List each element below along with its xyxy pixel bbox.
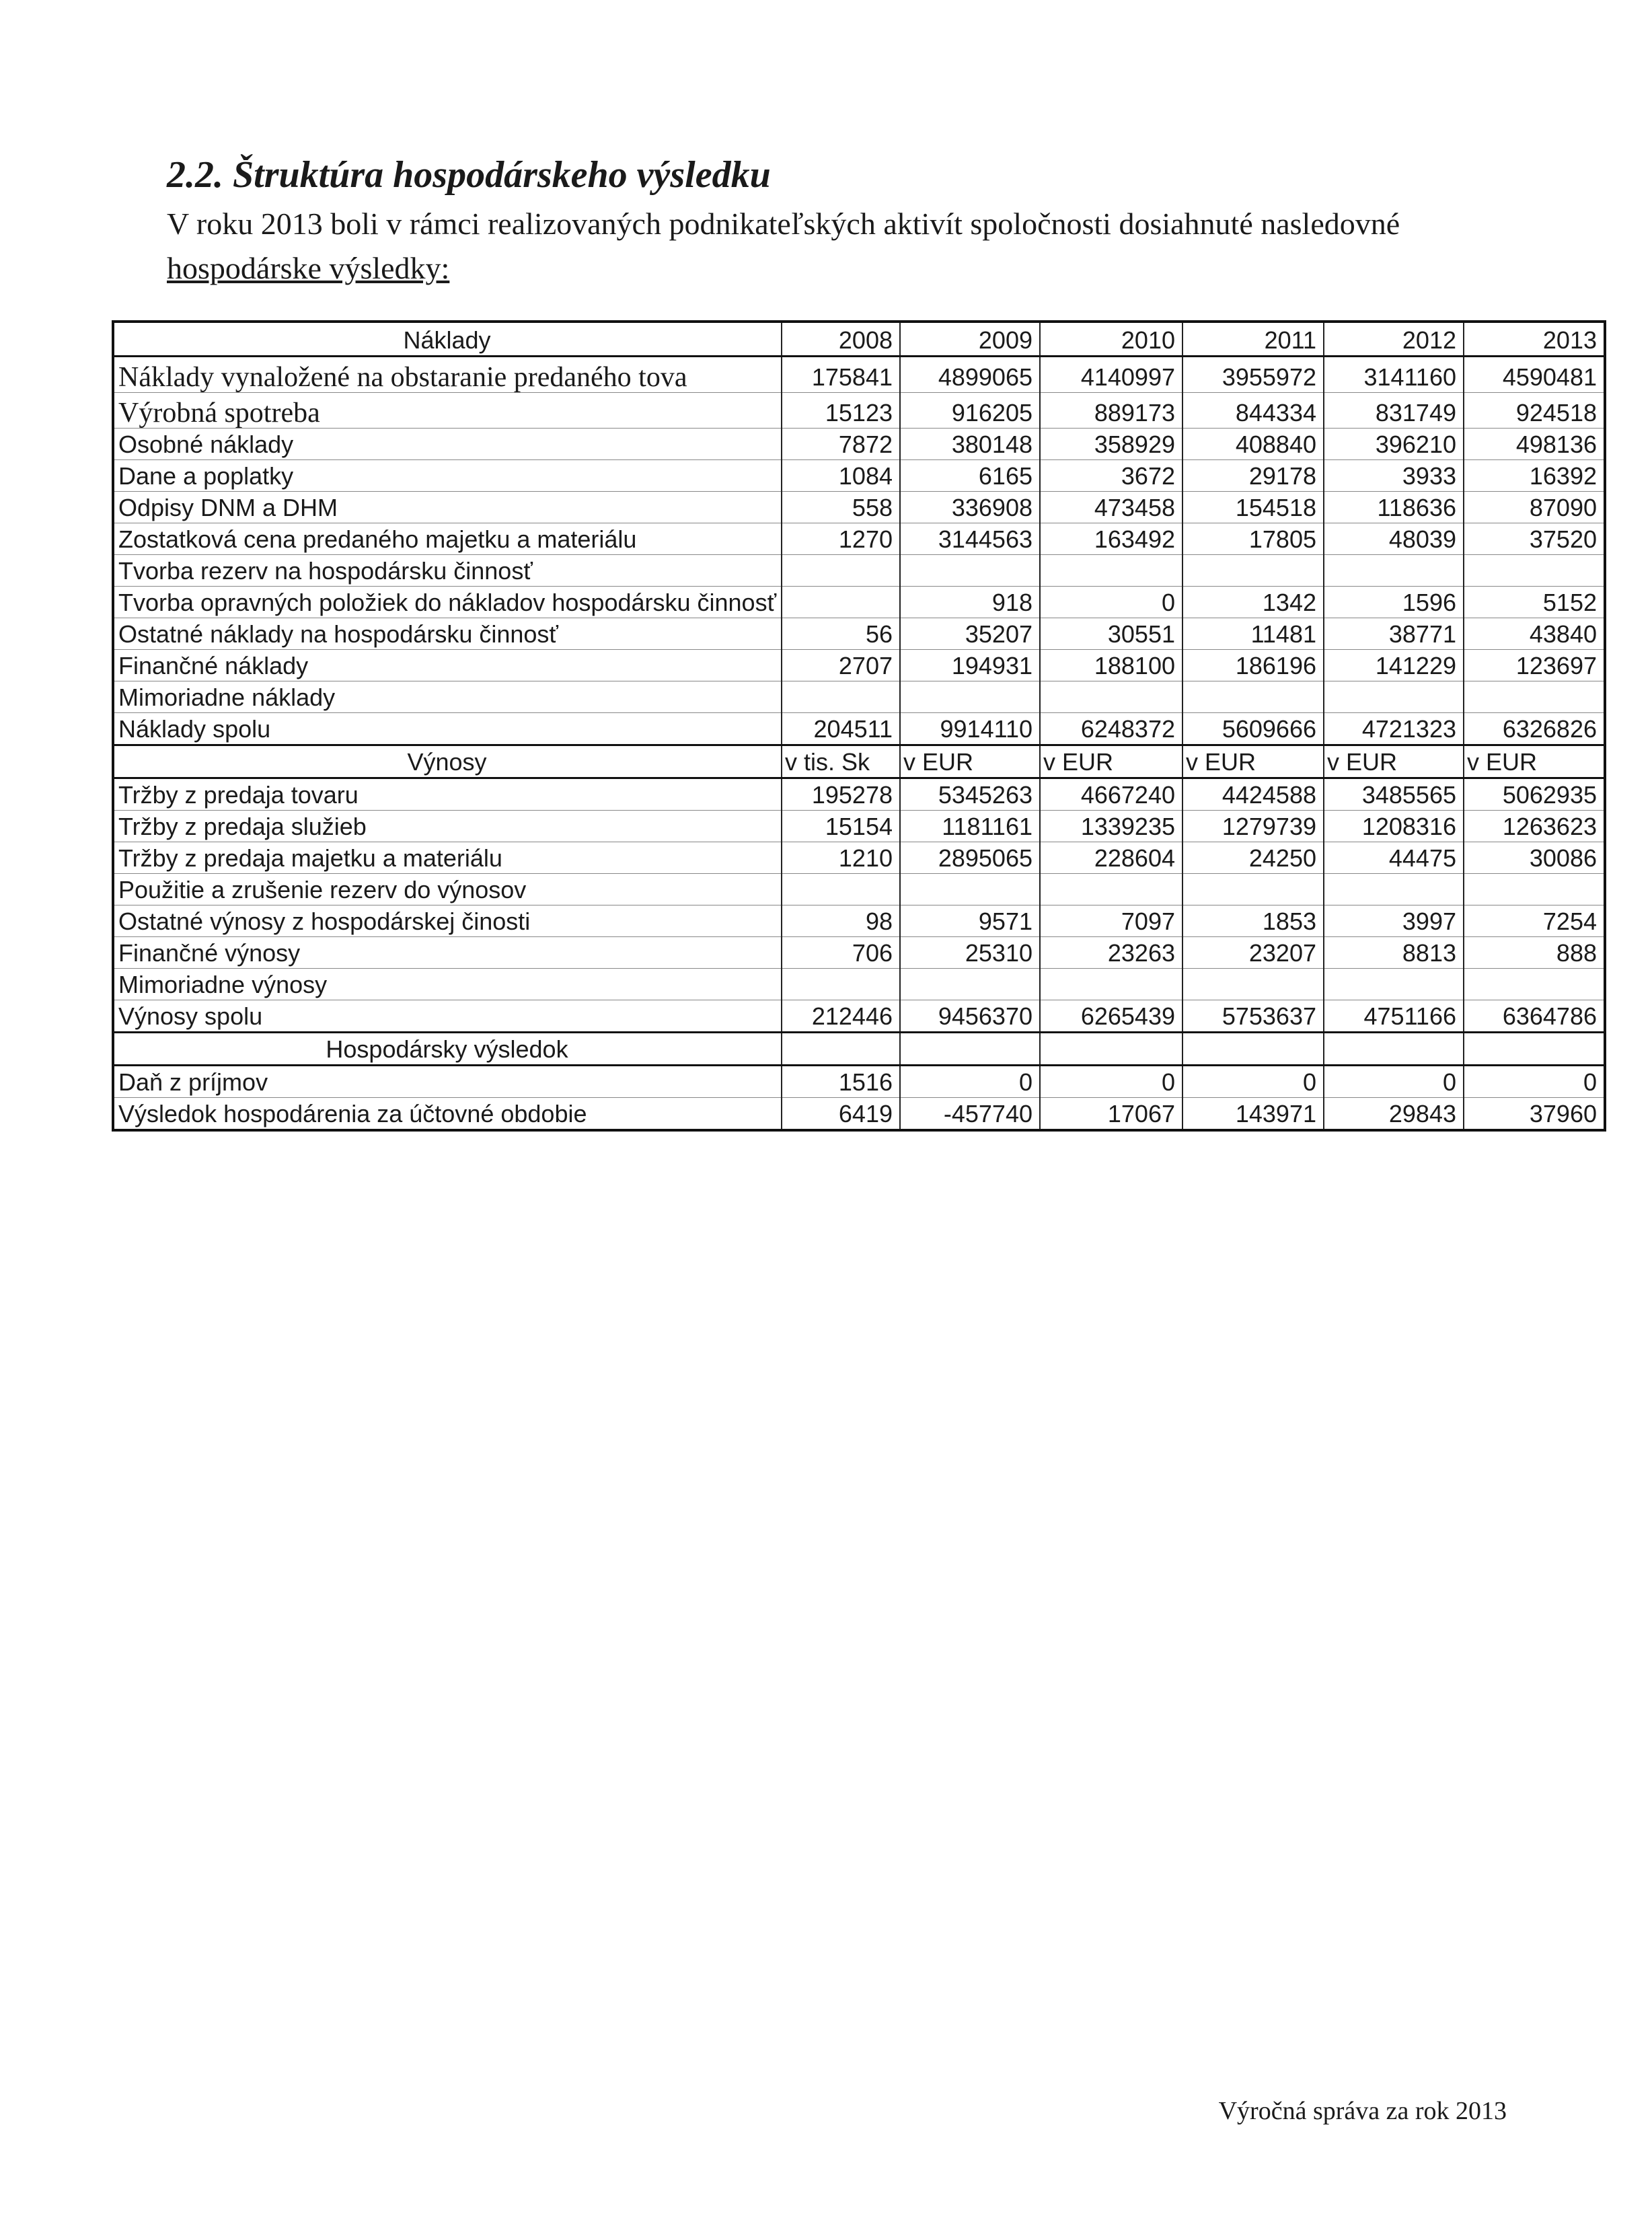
value-cell: 3485565 (1324, 778, 1464, 811)
table-row (113, 460, 1605, 492)
value-cell: 11481 (1182, 618, 1324, 650)
value-cell: 1339235 (1040, 811, 1182, 842)
value-cell: 7872 (782, 429, 900, 460)
value-cell: 4721323 (1324, 713, 1464, 745)
value-cell: 3672 (1040, 460, 1182, 492)
value-cell (900, 681, 1040, 713)
row-label: Odpisy DNM a DHM (113, 492, 782, 523)
naklady-years-cell: 2011 (1182, 322, 1324, 357)
value-cell: 154518 (1182, 492, 1324, 523)
value-cell: 558 (782, 492, 900, 523)
vynosy-section-label: Výnosy (113, 745, 782, 778)
value-cell: 9914110 (900, 713, 1040, 745)
value-cell (1040, 681, 1182, 713)
table-row (113, 523, 1605, 555)
value-cell: 4667240 (1040, 778, 1182, 811)
value-cell (1040, 874, 1182, 905)
value-cell (1182, 874, 1324, 905)
value-cell: 143971 (1182, 1098, 1324, 1131)
value-cell: 2707 (782, 650, 900, 681)
row-label: Tvorba opravných položiek do nákladov hospodársku činnosť (113, 587, 782, 618)
vysledok-section-header (113, 1033, 1605, 1066)
value-cell: 3141160 (1324, 357, 1464, 393)
row-label: Finančné výnosy (113, 937, 782, 969)
value-cell: 1263623 (1464, 811, 1605, 842)
value-cell: 87090 (1464, 492, 1605, 523)
value-cell: 195278 (782, 778, 900, 811)
value-cell: 889173 (1040, 393, 1182, 429)
value-cell: 56 (782, 618, 900, 650)
value-cell: 6165 (900, 460, 1040, 492)
value-cell (1182, 681, 1324, 713)
value-cell: 24250 (1182, 842, 1324, 874)
value-cell: 4424588 (1182, 778, 1324, 811)
value-cell: 118636 (1324, 492, 1464, 523)
value-cell: 5609666 (1182, 713, 1324, 745)
vysledok-empty-cell (1464, 1033, 1605, 1066)
table-row (113, 937, 1605, 969)
table-row (113, 905, 1605, 937)
value-cell: -457740 (900, 1098, 1040, 1131)
value-cell: 3144563 (900, 523, 1040, 555)
value-cell: 1210 (782, 842, 900, 874)
value-cell: 4590481 (1464, 357, 1605, 393)
value-cell: 25310 (900, 937, 1040, 969)
table-row (113, 969, 1605, 1000)
value-cell: 0 (1464, 1066, 1605, 1098)
value-cell: 1596 (1324, 587, 1464, 618)
vynosy-units-cell: v EUR (1324, 745, 1464, 778)
value-cell (1182, 969, 1324, 1000)
value-cell (782, 969, 900, 1000)
value-cell: 396210 (1324, 429, 1464, 460)
vynosy-units-cell: v EUR (1464, 745, 1605, 778)
row-label: Mimoriadne výnosy (113, 969, 782, 1000)
value-cell (782, 555, 900, 587)
table-row (113, 429, 1605, 460)
value-cell: 3955972 (1182, 357, 1324, 393)
value-cell: 498136 (1464, 429, 1605, 460)
value-cell: 924518 (1464, 393, 1605, 429)
value-cell: 1270 (782, 523, 900, 555)
row-label: Výrobná spotreba (113, 393, 782, 429)
value-cell: 5062935 (1464, 778, 1605, 811)
value-cell: 212446 (782, 1000, 900, 1033)
table-row (113, 650, 1605, 681)
value-cell: 831749 (1324, 393, 1464, 429)
vysledok-empty-cell (782, 1033, 900, 1066)
table-row (113, 811, 1605, 842)
value-cell: 9456370 (900, 1000, 1040, 1033)
value-cell (1040, 555, 1182, 587)
value-cell: 6248372 (1040, 713, 1182, 745)
value-cell: 23263 (1040, 937, 1182, 969)
row-label: Ostatné náklady na hospodársku činnosť (113, 618, 782, 650)
table-row (113, 778, 1605, 811)
value-cell (900, 874, 1040, 905)
naklady-years-cell: 2009 (900, 322, 1040, 357)
value-cell: 5753637 (1182, 1000, 1324, 1033)
value-cell: 188100 (1040, 650, 1182, 681)
vynosy-units-cell: v EUR (1040, 745, 1182, 778)
row-label: Ostatné výnosy z hospodárskej činosti (113, 905, 782, 937)
row-label: Tržby z predaja majetku a materiálu (113, 842, 782, 874)
value-cell (782, 681, 900, 713)
row-label: Daň z príjmov (113, 1066, 782, 1098)
page-footer: Výročná správa za rok 2013 (1218, 2097, 1507, 2125)
value-cell: 336908 (900, 492, 1040, 523)
value-cell: 6419 (782, 1098, 900, 1131)
value-cell: 3997 (1324, 905, 1464, 937)
value-cell: 4140997 (1040, 357, 1182, 393)
table-row (113, 618, 1605, 650)
value-cell: 38771 (1324, 618, 1464, 650)
value-cell: 6265439 (1040, 1000, 1182, 1033)
vynosy-units-cell: v tis. Sk (782, 745, 900, 778)
value-cell (1464, 969, 1605, 1000)
value-cell: 0 (1324, 1066, 1464, 1098)
value-cell: 8813 (1324, 937, 1464, 969)
naklady-years-cell: 2010 (1040, 322, 1182, 357)
value-cell: 888 (1464, 937, 1605, 969)
table-row (113, 492, 1605, 523)
naklady-section-header (113, 322, 1605, 357)
value-cell (1324, 874, 1464, 905)
value-cell (1464, 555, 1605, 587)
value-cell: 43840 (1464, 618, 1605, 650)
value-cell: 17067 (1040, 1098, 1182, 1131)
value-cell: 35207 (900, 618, 1040, 650)
value-cell: 5152 (1464, 587, 1605, 618)
value-cell: 844334 (1182, 393, 1324, 429)
table-row (113, 1066, 1605, 1098)
value-cell: 1516 (782, 1066, 900, 1098)
value-cell: 1342 (1182, 587, 1324, 618)
table-row (113, 555, 1605, 587)
value-cell: 918 (900, 587, 1040, 618)
value-cell: 6364786 (1464, 1000, 1605, 1033)
value-cell: 123697 (1464, 650, 1605, 681)
row-label: Náklady spolu (113, 713, 782, 745)
vynosy-units-cell: v EUR (1182, 745, 1324, 778)
value-cell: 228604 (1040, 842, 1182, 874)
value-cell (1324, 969, 1464, 1000)
row-label: Osobné náklady (113, 429, 782, 460)
table-row (113, 874, 1605, 905)
row-label: Tržby z predaja tovaru (113, 778, 782, 811)
value-cell: 706 (782, 937, 900, 969)
row-label: Tržby z predaja služieb (113, 811, 782, 842)
section-heading: 2.2. Štruktúra hospodárskeho výsledku (167, 154, 771, 196)
value-cell: 1279739 (1182, 811, 1324, 842)
vysledok-empty-cell (900, 1033, 1040, 1066)
table-row (113, 1000, 1605, 1033)
value-cell: 30551 (1040, 618, 1182, 650)
intro-line-2: hospodárske výsledky: (167, 251, 450, 285)
value-cell: 358929 (1040, 429, 1182, 460)
value-cell: 23207 (1182, 937, 1324, 969)
value-cell: 186196 (1182, 650, 1324, 681)
value-cell: 4751166 (1324, 1000, 1464, 1033)
value-cell: 29843 (1324, 1098, 1464, 1131)
table-row (113, 587, 1605, 618)
intro-paragraph (167, 202, 1400, 291)
value-cell: 1181161 (900, 811, 1040, 842)
value-cell (1182, 555, 1324, 587)
value-cell (900, 969, 1040, 1000)
naklady-years-cell: 2013 (1464, 322, 1605, 357)
value-cell: 175841 (782, 357, 900, 393)
value-cell: 37960 (1464, 1098, 1605, 1131)
table-row (113, 681, 1605, 713)
value-cell: 98 (782, 905, 900, 937)
value-cell: 5345263 (900, 778, 1040, 811)
value-cell (1040, 969, 1182, 1000)
value-cell (1324, 555, 1464, 587)
value-cell: 380148 (900, 429, 1040, 460)
value-cell: 3933 (1324, 460, 1464, 492)
row-label: Finančné náklady (113, 650, 782, 681)
value-cell: 15123 (782, 393, 900, 429)
vysledok-empty-cell (1324, 1033, 1464, 1066)
intro-line-1: V roku 2013 boli v rámci realizovaných podnikateľských aktivít spoločnosti dosiahnuté nasledovné (167, 207, 1400, 241)
value-cell: 4899065 (900, 357, 1040, 393)
naklady-section-label: Náklady (113, 322, 782, 357)
value-cell: 9571 (900, 905, 1040, 937)
row-label: Výnosy spolu (113, 1000, 782, 1033)
value-cell (782, 587, 900, 618)
value-cell: 194931 (900, 650, 1040, 681)
value-cell: 141229 (1324, 650, 1464, 681)
value-cell: 1208316 (1324, 811, 1464, 842)
value-cell (1324, 681, 1464, 713)
value-cell: 473458 (1040, 492, 1182, 523)
financial-results-table (112, 320, 1606, 1132)
row-label: Mimoriadne náklady (113, 681, 782, 713)
value-cell: 0 (1182, 1066, 1324, 1098)
value-cell: 1084 (782, 460, 900, 492)
value-cell: 163492 (1040, 523, 1182, 555)
value-cell: 0 (1040, 1066, 1182, 1098)
value-cell: 1853 (1182, 905, 1324, 937)
value-cell: 17805 (1182, 523, 1324, 555)
value-cell: 44475 (1324, 842, 1464, 874)
row-label: Dane a poplatky (113, 460, 782, 492)
value-cell: 916205 (900, 393, 1040, 429)
naklady-years-cell: 2008 (782, 322, 900, 357)
value-cell: 37520 (1464, 523, 1605, 555)
naklady-years-cell: 2012 (1324, 322, 1464, 357)
value-cell: 15154 (782, 811, 900, 842)
value-cell: 6326826 (1464, 713, 1605, 745)
value-cell: 7097 (1040, 905, 1182, 937)
row-label: Tvorba rezerv na hospodársku činnosť (113, 555, 782, 587)
value-cell: 29178 (1182, 460, 1324, 492)
table-row (113, 713, 1605, 745)
vysledok-empty-cell (1182, 1033, 1324, 1066)
table-row (113, 393, 1605, 429)
value-cell: 30086 (1464, 842, 1605, 874)
value-cell: 16392 (1464, 460, 1605, 492)
value-cell (1464, 681, 1605, 713)
row-label: Zostatková cena predaného majetku a materiálu (113, 523, 782, 555)
vysledok-empty-cell (1040, 1033, 1182, 1066)
value-cell (782, 874, 900, 905)
vysledok-section-label: Hospodársky výsledok (113, 1033, 782, 1066)
vynosy-section-header (113, 745, 1605, 778)
value-cell: 48039 (1324, 523, 1464, 555)
value-cell: 0 (1040, 587, 1182, 618)
value-cell: 408840 (1182, 429, 1324, 460)
value-cell (900, 555, 1040, 587)
table-row (113, 842, 1605, 874)
value-cell: 7254 (1464, 905, 1605, 937)
value-cell: 0 (900, 1066, 1040, 1098)
table-row (113, 357, 1605, 393)
row-label: Náklady vynaložené na obstaranie predaného tova (113, 357, 782, 393)
row-label: Použitie a zrušenie rezerv do výnosov (113, 874, 782, 905)
row-label: Výsledok hospodárenia za účtovné obdobie (113, 1098, 782, 1131)
value-cell: 2895065 (900, 842, 1040, 874)
value-cell: 204511 (782, 713, 900, 745)
table-row (113, 1098, 1605, 1131)
value-cell (1464, 874, 1605, 905)
vynosy-units-cell: v EUR (900, 745, 1040, 778)
